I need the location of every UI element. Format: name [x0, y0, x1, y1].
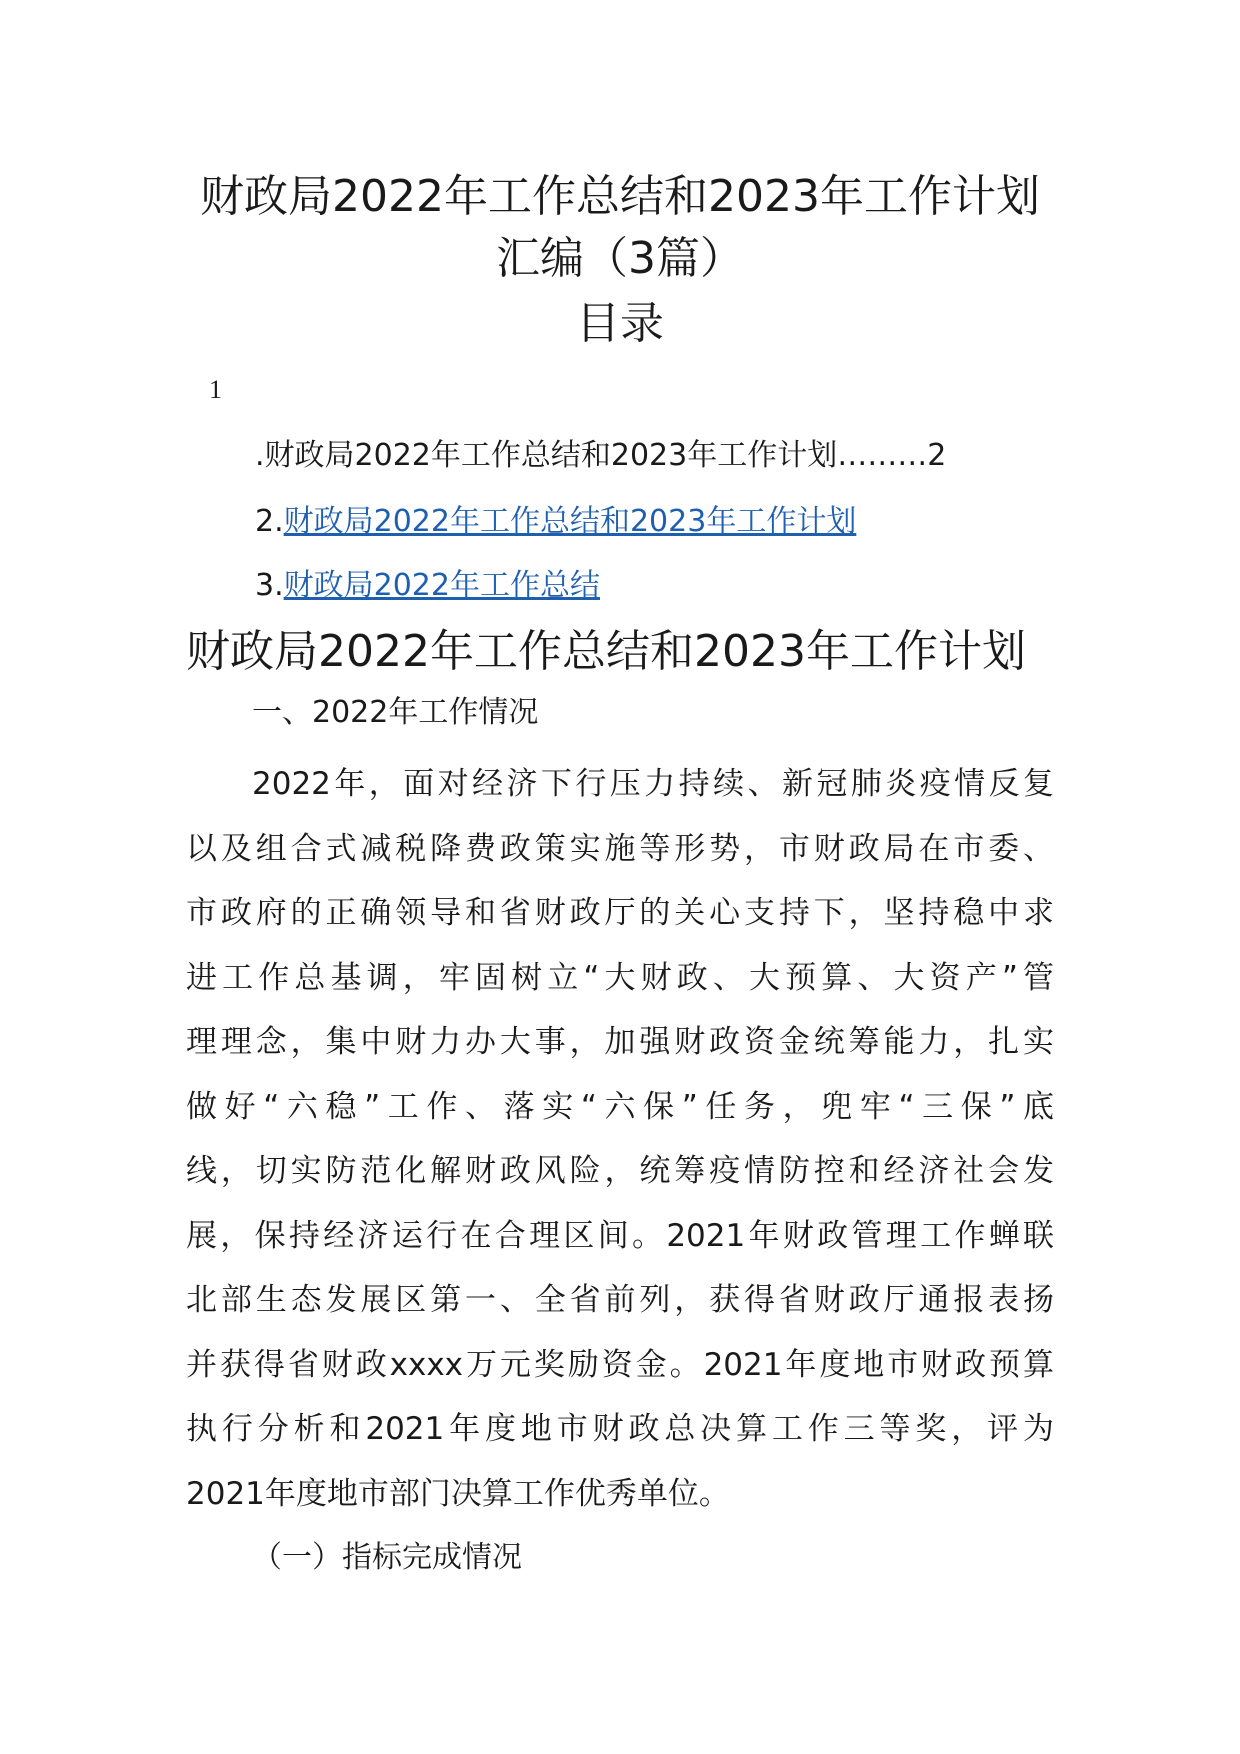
paragraph-line: 理理念，集中财力办大事，加强财政资金统筹能力，扎实	[186, 1024, 1054, 1060]
paragraph-line: 并获得省财政xxxx万元奖励资金。2021年度地市财政预算	[186, 1346, 1054, 1383]
document-title-line1: 财政局2022年工作总结和2023年工作计划	[200, 171, 1040, 222]
paragraph-line: 2021年度地市部门决算工作优秀单位。	[186, 1475, 730, 1512]
paragraph-line: 北部生态发展区第一、全省前列，获得省财政厅通报表扬	[186, 1282, 1054, 1318]
toc-item-3-prefix: 3.	[255, 568, 284, 603]
paragraph-line: 展，保持经济运行在合理区间。2021年财政管理工作蝉联	[186, 1217, 1054, 1254]
paragraph-line: 线，切实防范化解财政风险，统筹疫情防控和经济社会发	[186, 1153, 1054, 1189]
paragraph-line: 市政府的正确领导和省财政厅的关心支持下，坚持稳中求	[186, 895, 1054, 931]
toc-item-3	[255, 566, 600, 606]
toc-item-2-link[interactable]: 财政局2022年工作总结和2023年工作计划	[283, 504, 857, 539]
paragraph-line: 执行分析和2021年度地市财政总决算工作三等奖，评为	[186, 1411, 1054, 1447]
paragraph-line: 2022年，面对经济下行压力持续、新冠肺炎疫情反复	[252, 766, 1054, 802]
toc-item-1-text: .财政局2022年工作总结和2023年工作计划………2	[255, 438, 947, 473]
article-title: 财政局2022年工作总结和2023年工作计划	[186, 626, 1026, 677]
body-paragraph	[186, 752, 1054, 1526]
toc-item-2	[255, 502, 856, 542]
section-heading-1: 一、2022年工作情况	[252, 695, 539, 730]
toc-heading: 目录	[576, 298, 664, 349]
paragraph-line: 以及组合式减税降费政策实施等形势，市财政局在市委、	[186, 830, 1054, 867]
toc-item-2-prefix: 2.	[255, 504, 284, 539]
document-title-line2: 汇编（3篇）	[496, 233, 744, 284]
subsection-heading-1: （一）指标完成情况	[252, 1540, 522, 1575]
toc-item-3-link[interactable]: 财政局2022年工作总结	[283, 568, 600, 603]
paragraph-line: 做好“六稳”工作、落实“六保”任务，兜牢“三保”底	[186, 1088, 1054, 1125]
toc-marker: 1	[209, 375, 222, 404]
toc-item-1	[255, 436, 946, 476]
paragraph-line: 进工作总基调，牢固树立“大财政、大预算、大资产”管	[186, 959, 1054, 996]
